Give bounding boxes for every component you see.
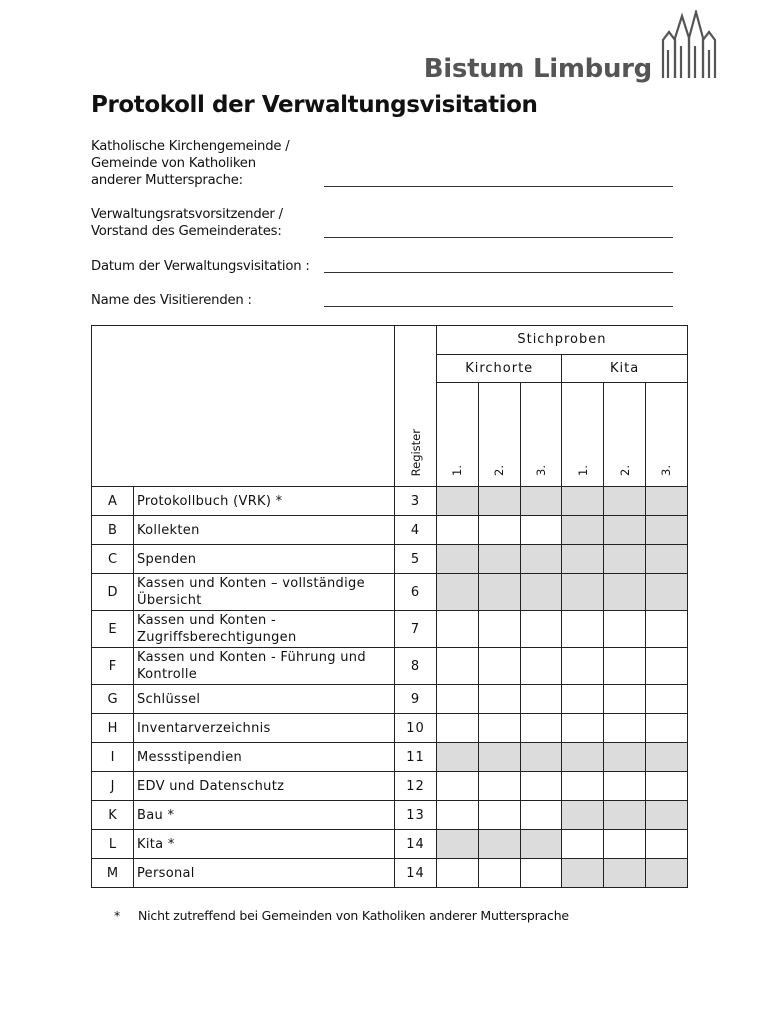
footnote-text: Nicht zutreffend bei Gemeinden von Katholiken anderer Muttersprache (138, 908, 569, 923)
kita-check-cell (562, 545, 604, 574)
kirchorte-check-cell[interactable] (478, 772, 520, 801)
date-field (91, 258, 310, 275)
kirchorte-check-cell[interactable] (520, 516, 562, 545)
row-topic: Inventarverzeichnis (134, 714, 395, 743)
kita-check-cell[interactable] (562, 685, 604, 714)
row-register: 11 (395, 743, 437, 772)
row-letter: E (92, 611, 134, 648)
kita-check-cell[interactable] (645, 714, 687, 743)
kirchorte-check-cell (520, 743, 562, 772)
row-register: 14 (395, 830, 437, 859)
parish-input-line[interactable] (324, 186, 673, 187)
kirchorte-check-cell (437, 574, 479, 611)
row-letter: H (92, 714, 134, 743)
kita-check-cell (645, 487, 687, 516)
table-row (92, 772, 688, 801)
row-letter: I (92, 743, 134, 772)
row-register: 6 (395, 574, 437, 611)
kirchorte-check-cell (520, 545, 562, 574)
kita-col-1-header (562, 382, 604, 487)
kirchorte-check-cell (478, 545, 520, 574)
parish-label: Katholische Kirchengemeinde / Gemeinde von Katholiken anderer Muttersprache: (91, 139, 290, 188)
table-row (92, 801, 688, 830)
kirchorte-check-cell[interactable] (478, 859, 520, 888)
kita-check-cell (562, 574, 604, 611)
register-header (395, 382, 437, 487)
row-register: 7 (395, 611, 437, 648)
row-letter: J (92, 772, 134, 801)
kirchorte-check-cell[interactable] (478, 648, 520, 685)
row-register: 5 (395, 545, 437, 574)
col-label: 2. (617, 465, 632, 476)
table-row (92, 611, 688, 648)
kita-check-cell (604, 487, 646, 516)
kirchorte-col-3-header (520, 382, 562, 487)
row-register: 8 (395, 648, 437, 685)
kirchorte-check-cell (520, 487, 562, 516)
row-register: 14 (395, 859, 437, 888)
table-row (92, 545, 688, 574)
kirchorte-check-cell (478, 743, 520, 772)
kirchorte-check-cell[interactable] (478, 714, 520, 743)
kirchorte-check-cell (478, 574, 520, 611)
register-header-top (395, 326, 437, 355)
kita-check-cell (604, 859, 646, 888)
row-topic: Spenden (134, 545, 395, 574)
table-row (92, 859, 688, 888)
row-letter: L (92, 830, 134, 859)
kirchorte-check-cell[interactable] (437, 516, 479, 545)
kita-check-cell (604, 743, 646, 772)
row-register: 10 (395, 714, 437, 743)
row-letter: M (92, 859, 134, 888)
visitor-label: Name des Visitierenden : (91, 293, 252, 308)
kirchorte-check-cell[interactable] (520, 685, 562, 714)
kirchorte-check-cell (437, 830, 479, 859)
row-topic: Messstipendien (134, 743, 395, 772)
kirchorte-check-cell[interactable] (520, 611, 562, 648)
row-topic: Kollekten (134, 516, 395, 545)
kita-check-cell (604, 516, 646, 545)
table-body (92, 487, 688, 888)
row-topic: Protokollbuch (VRK) * (134, 487, 395, 516)
kita-check-cell[interactable] (645, 685, 687, 714)
kirchorte-check-cell[interactable] (437, 859, 479, 888)
row-register: 12 (395, 772, 437, 801)
row-letter: A (92, 487, 134, 516)
kita-check-cell (562, 743, 604, 772)
table-row (92, 714, 688, 743)
kita-check-cell (645, 859, 687, 888)
row-topic: EDV und Datenschutz (134, 772, 395, 801)
chairman-field (91, 206, 283, 240)
kirchorte-check-cell (520, 830, 562, 859)
kita-check-cell[interactable] (562, 611, 604, 648)
kita-check-cell (562, 516, 604, 545)
kita-check-cell[interactable] (604, 714, 646, 743)
kita-col-3-header (645, 382, 687, 487)
kita-check-cell[interactable] (645, 611, 687, 648)
kita-check-cell (645, 516, 687, 545)
kirchorte-check-cell[interactable] (520, 801, 562, 830)
table-row (92, 516, 688, 545)
header-empty-cell (92, 326, 395, 487)
kirchorte-check-cell[interactable] (520, 859, 562, 888)
kirchorte-check-cell[interactable] (520, 648, 562, 685)
kirchorte-check-cell (437, 743, 479, 772)
col-label: 1. (575, 465, 590, 476)
kita-check-cell (645, 801, 687, 830)
table-row (92, 743, 688, 772)
kita-check-cell[interactable] (562, 714, 604, 743)
table-row (92, 685, 688, 714)
row-topic: Schlüssel (134, 685, 395, 714)
row-topic: Kassen und Konten - Zugriffsberechtigungen (134, 611, 395, 648)
kita-check-cell[interactable] (645, 648, 687, 685)
row-topic: Bau * (134, 801, 395, 830)
visitation-table (91, 325, 688, 888)
row-letter: C (92, 545, 134, 574)
date-label: Datum der Verwaltungsvisitation : (91, 259, 310, 274)
kita-check-cell[interactable] (604, 830, 646, 859)
kirchorte-check-cell[interactable] (520, 714, 562, 743)
kita-check-cell (645, 743, 687, 772)
kirchorte-check-cell (520, 574, 562, 611)
kita-col-2-header (604, 382, 646, 487)
cathedral-icon (660, 10, 720, 82)
kirchorte-header: Kirchorte (437, 354, 562, 382)
kirchorte-check-cell (437, 545, 479, 574)
row-letter: B (92, 516, 134, 545)
kirchorte-check-cell[interactable] (437, 801, 479, 830)
table-row (92, 648, 688, 685)
row-register: 3 (395, 487, 437, 516)
row-register: 4 (395, 516, 437, 545)
logo (424, 10, 720, 82)
footnote-marker: * (114, 908, 121, 923)
stichproben-header: Stichproben (437, 326, 688, 355)
kita-check-cell (562, 859, 604, 888)
col-label: 3. (659, 465, 674, 476)
kirchorte-check-cell (478, 830, 520, 859)
brand-name: Bistum Limburg (423, 54, 652, 84)
kita-check-cell[interactable] (562, 830, 604, 859)
kita-check-cell (562, 487, 604, 516)
kirchorte-check-cell[interactable] (478, 801, 520, 830)
kita-check-cell (604, 574, 646, 611)
row-letter: D (92, 574, 134, 611)
col-label: 1. (450, 465, 465, 476)
kirchorte-check-cell[interactable] (437, 714, 479, 743)
table-row (92, 574, 688, 611)
row-topic: Kassen und Konten – vollständige Übersicht (134, 574, 395, 611)
kirchorte-check-cell (478, 487, 520, 516)
kita-check-cell (604, 545, 646, 574)
kita-check-cell[interactable] (645, 772, 687, 801)
kita-check-cell[interactable] (645, 830, 687, 859)
kirchorte-check-cell[interactable] (478, 516, 520, 545)
kita-check-cell[interactable] (604, 648, 646, 685)
kirchorte-check-cell[interactable] (520, 772, 562, 801)
kita-check-cell[interactable] (604, 611, 646, 648)
kirchorte-check-cell (437, 487, 479, 516)
visitor-field (91, 292, 252, 309)
kirchorte-check-cell[interactable] (437, 648, 479, 685)
row-topic: Kita * (134, 830, 395, 859)
register-label: Register (408, 428, 423, 476)
chairman-input-line[interactable] (324, 237, 673, 238)
kirchorte-col-1-header (437, 382, 479, 487)
row-topic: Personal (134, 859, 395, 888)
table-row (92, 830, 688, 859)
kita-header: Kita (562, 354, 687, 382)
kirchorte-col-2-header (478, 382, 520, 487)
kita-check-cell (562, 801, 604, 830)
table-row (92, 487, 688, 516)
row-letter: K (92, 801, 134, 830)
kirchorte-check-cell[interactable] (437, 611, 479, 648)
row-letter: G (92, 685, 134, 714)
row-register: 9 (395, 685, 437, 714)
col-label: 3. (533, 465, 548, 476)
kita-check-cell (645, 574, 687, 611)
kita-check-cell[interactable] (604, 772, 646, 801)
kita-check-cell (604, 801, 646, 830)
kirchorte-check-cell[interactable] (437, 685, 479, 714)
kirchorte-check-cell[interactable] (478, 685, 520, 714)
kita-check-cell (645, 545, 687, 574)
visitor-input-line[interactable] (324, 306, 673, 307)
kirchorte-check-cell[interactable] (437, 772, 479, 801)
parish-field (91, 138, 290, 189)
col-label: 2. (492, 465, 507, 476)
kita-check-cell[interactable] (562, 648, 604, 685)
row-topic: Kassen und Konten - Führung und Kontrolle (134, 648, 395, 685)
chairman-label: Verwaltungsratsvorsitzender / Vorstand des Gemeinderates: (91, 207, 283, 239)
register-header-mid (395, 354, 437, 382)
page-title: Protokoll der Verwaltungsvisitation (91, 92, 538, 118)
kita-check-cell[interactable] (604, 685, 646, 714)
row-register: 13 (395, 801, 437, 830)
footnote (114, 908, 569, 923)
date-input-line[interactable] (324, 272, 673, 273)
kita-check-cell[interactable] (562, 772, 604, 801)
kirchorte-check-cell[interactable] (478, 611, 520, 648)
row-letter: F (92, 648, 134, 685)
